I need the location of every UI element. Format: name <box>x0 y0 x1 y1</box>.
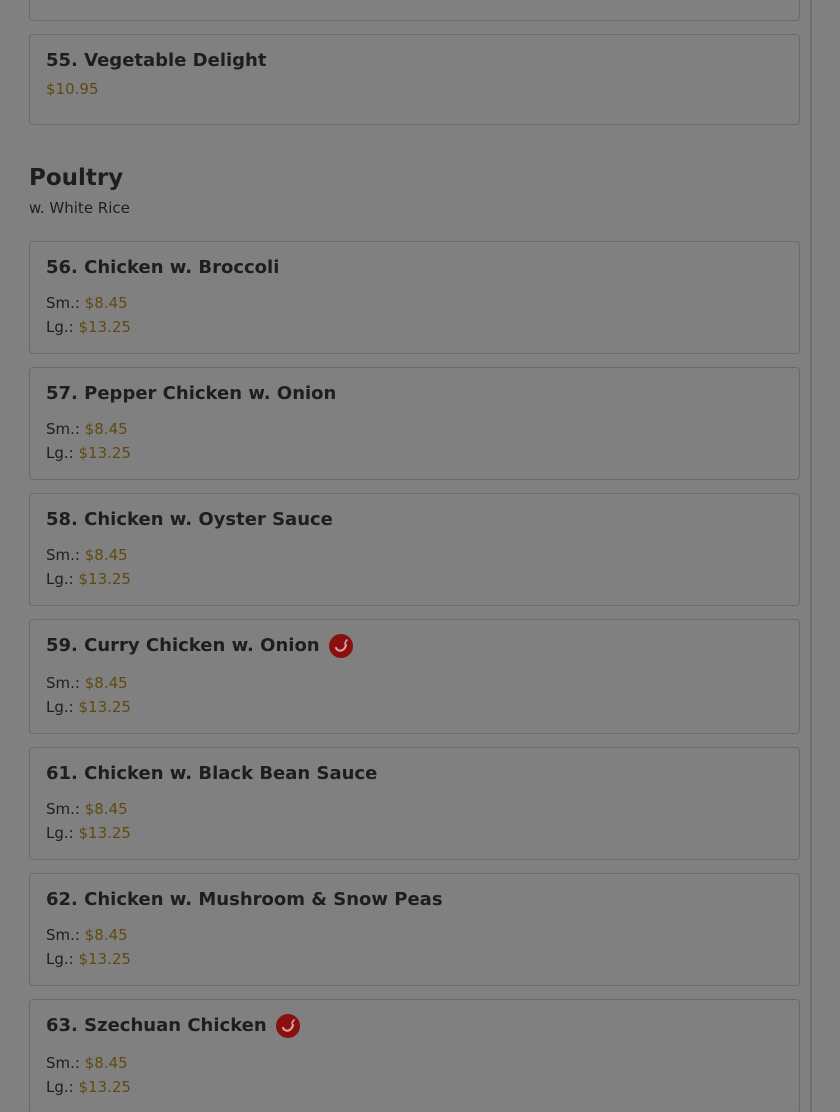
menu-item-card-cut[interactable] <box>29 0 800 21</box>
small-price-line <box>46 417 783 441</box>
menu-item-name: 59. Curry Chicken w. Onion <box>46 635 320 656</box>
menu-item-title <box>46 890 783 910</box>
large-price-line <box>46 947 783 985</box>
small-size-label: Sm.: <box>46 1054 80 1072</box>
small-price-line <box>46 797 783 821</box>
menu-item-title <box>46 384 783 404</box>
small-size-label: Sm.: <box>46 926 80 944</box>
small-price-line <box>46 1051 783 1075</box>
large-price-value: $13.25 <box>78 570 131 588</box>
chili-pepper-icon <box>276 1014 300 1038</box>
large-price-line <box>46 821 783 859</box>
large-size-label: Lg.: <box>46 1078 74 1096</box>
large-price-line <box>46 441 783 479</box>
large-price-value: $13.25 <box>78 698 131 716</box>
menu-item-name: 63. Szechuan Chicken <box>46 1015 267 1036</box>
price-value: $10.95 <box>46 80 99 98</box>
small-size-label: Sm.: <box>46 294 80 312</box>
menu-item-name: 58. Chicken w. Oyster Sauce <box>46 509 333 530</box>
large-size-label: Lg.: <box>46 318 74 336</box>
small-price-value: $8.45 <box>84 546 128 564</box>
menu-item-name: 56. Chicken w. Broccoli <box>46 257 280 278</box>
large-price-line <box>46 1075 783 1112</box>
menu-item-name: 57. Pepper Chicken w. Onion <box>46 383 337 404</box>
large-price-value: $13.25 <box>78 950 131 968</box>
menu-item-card[interactable] <box>29 367 800 480</box>
menu-item-name: 61. Chicken w. Black Bean Sauce <box>46 763 378 784</box>
large-size-label: Lg.: <box>46 824 74 842</box>
menu-item-title <box>46 1016 783 1036</box>
small-price-line <box>46 923 783 947</box>
menu-item-card[interactable] <box>29 34 800 125</box>
menu-item-name: 62. Chicken w. Mushroom & Snow Peas <box>46 889 443 910</box>
small-price-value: $8.45 <box>84 800 128 818</box>
small-size-label: Sm.: <box>46 546 80 564</box>
small-size-label: Sm.: <box>46 420 80 438</box>
menu-item-card[interactable] <box>29 619 800 734</box>
small-price-line <box>46 291 783 315</box>
large-size-label: Lg.: <box>46 570 74 588</box>
small-price-line <box>46 543 783 567</box>
large-size-label: Lg.: <box>46 950 74 968</box>
menu-item-title <box>46 510 783 530</box>
large-price-value: $13.25 <box>78 1078 131 1096</box>
small-size-label: Sm.: <box>46 800 80 818</box>
small-price-value: $8.45 <box>84 420 128 438</box>
menu-item-title <box>46 636 783 656</box>
menu-item-title: 55. Vegetable Delight <box>46 50 267 71</box>
menu-item-title <box>46 258 783 278</box>
large-price-value: $13.25 <box>78 318 131 336</box>
menu-item-title <box>46 764 783 784</box>
section-header <box>29 164 130 218</box>
chili-pepper-icon <box>329 634 353 658</box>
menu-item-card[interactable] <box>29 241 800 354</box>
large-size-label: Lg.: <box>46 698 74 716</box>
small-price-value: $8.45 <box>84 1054 128 1072</box>
large-price-value: $13.25 <box>78 824 131 842</box>
section-subtitle: w. White Rice <box>29 199 130 217</box>
menu-item-card[interactable] <box>29 747 800 860</box>
menu-item-card[interactable] <box>29 999 800 1112</box>
scrollbar[interactable] <box>810 0 812 1112</box>
small-price-value: $8.45 <box>84 294 128 312</box>
small-size-label: Sm.: <box>46 674 80 692</box>
menu-item-price <box>46 77 783 101</box>
section-title: Poultry <box>29 165 124 191</box>
small-price-value: $8.45 <box>84 674 128 692</box>
menu-item-card[interactable] <box>29 873 800 986</box>
large-size-label: Lg.: <box>46 444 74 462</box>
large-price-line <box>46 695 783 733</box>
menu-item-card[interactable] <box>29 493 800 606</box>
small-price-value: $8.45 <box>84 926 128 944</box>
large-price-value: $13.25 <box>78 444 131 462</box>
large-price-line <box>46 315 783 353</box>
small-price-line <box>46 671 783 695</box>
large-price-line <box>46 567 783 605</box>
menu-item-list <box>29 241 800 1112</box>
